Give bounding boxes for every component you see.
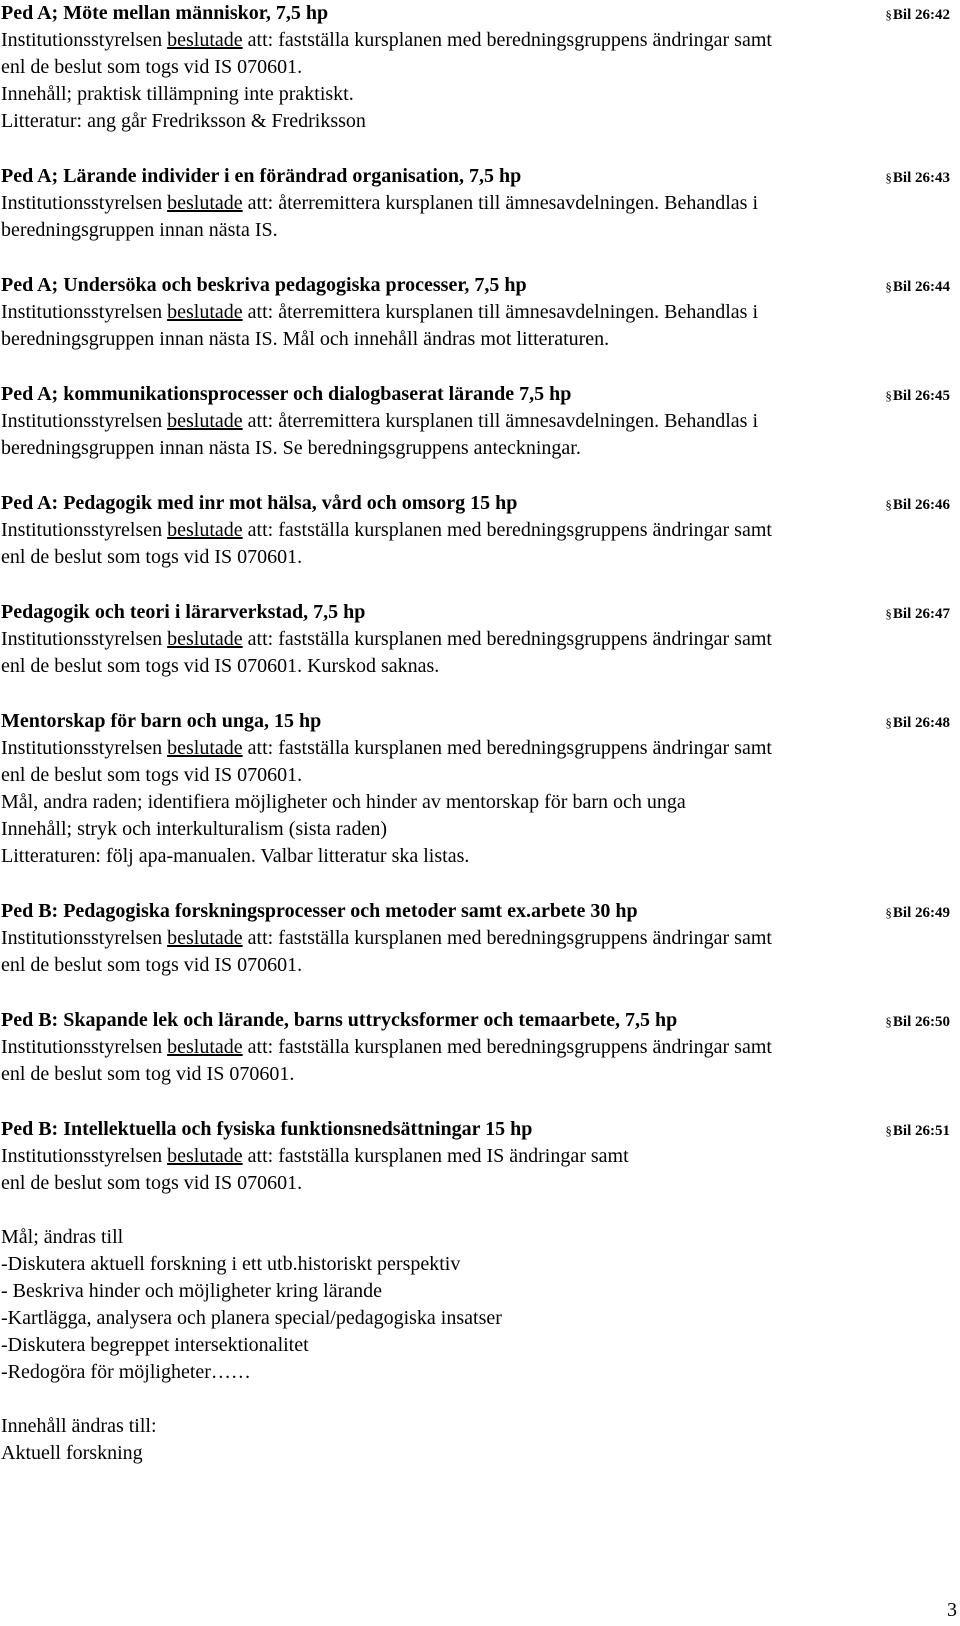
course-title: Ped B: Skapande lek och lärande, barns uttrycksformer och temaarbete, 7,5 hp	[1, 1009, 678, 1031]
entry-spacer	[1, 680, 951, 708]
text-segment: Innehåll; stryk och interkulturalism (sista raden)	[1, 818, 388, 840]
text-line	[1, 108, 951, 135]
text-segment: att: fastställa kursplanen med beredningsgruppens ändringar samt	[242, 927, 772, 949]
text-segment: enl de beslut som togs vid IS 070601.	[1, 546, 303, 568]
text-segment: Institutionsstyrelsen	[1, 192, 168, 214]
course-heading	[1, 0, 951, 27]
course-heading	[1, 1007, 951, 1034]
course-title: Ped A: Pedagogik med inr mot hälsa, vård och omsorg 15 hp	[1, 492, 518, 514]
appendix-reference	[885, 899, 951, 927]
underlined-word: beslutade	[167, 628, 243, 650]
text-line	[1, 517, 951, 544]
text-segment: enl de beslut som togs vid IS 070601.	[1, 56, 303, 78]
course-heading	[1, 490, 951, 517]
text-segment: Mål, andra raden; identifiera möjligheter och hinder av mentorskap för barn och unga	[1, 791, 686, 813]
course-entry	[1, 898, 951, 979]
text-segment: att: fastställa kursplanen med IS ändringar samt	[242, 1145, 629, 1167]
appendix-label: Bil 26:51	[892, 1123, 950, 1139]
appendix-reference	[885, 709, 951, 737]
appendix-reference	[885, 273, 951, 301]
appendix-label: Bil 26:43	[892, 170, 950, 186]
underlined-word: beslutade	[167, 1036, 243, 1058]
course-entry	[1, 1007, 951, 1088]
entry-spacer	[1, 244, 951, 272]
course-title: Ped A; Möte mellan människor, 7,5 hp	[1, 2, 329, 24]
entry-spacer	[1, 462, 951, 490]
text-line	[1, 735, 951, 762]
course-entry	[1, 381, 951, 462]
course-entry	[1, 1116, 951, 1467]
underlined-word: beslutade	[167, 927, 243, 949]
text-line	[1, 626, 951, 653]
text-line	[1, 1170, 951, 1197]
course-title: Ped A; Undersöka och beskriva pedagogiska processer, 7,5 hp	[1, 274, 527, 296]
text-line	[1, 789, 951, 816]
text-line	[1, 299, 951, 326]
text-segment: -Kartlägga, analysera och planera special/pedagogiska insatser	[1, 1307, 502, 1329]
text-line	[1, 326, 951, 353]
document-body	[1, 0, 951, 1467]
text-segment: enl de beslut som tog vid IS 070601.	[1, 1063, 295, 1085]
document-reference-icon: §	[885, 606, 892, 621]
text-line	[1, 1413, 951, 1440]
text-segment: Institutionsstyrelsen	[1, 1145, 168, 1167]
text-segment: Institutionsstyrelsen	[1, 628, 168, 650]
underlined-word: beslutade	[167, 519, 243, 541]
entry-spacer	[1, 1088, 951, 1116]
text-line	[1, 1061, 951, 1088]
text-line	[1, 1332, 951, 1359]
document-reference-icon: §	[885, 905, 892, 920]
text-line	[1, 1224, 951, 1251]
text-segment: att: återremittera kursplanen till ämnesavdelningen. Behandlas i	[242, 410, 759, 432]
document-reference-icon: §	[885, 279, 892, 294]
text-segment: enl de beslut som togs vid IS 070601. Kurskod saknas.	[1, 655, 440, 677]
course-title: Ped B: Pedagogiska forskningsprocesser och metoder samt ex.arbete 30 hp	[1, 900, 638, 922]
text-line	[1, 190, 951, 217]
text-line	[1, 1305, 951, 1332]
appendix-reference	[885, 1008, 951, 1036]
text-segment: Institutionsstyrelsen	[1, 410, 168, 432]
page-number: 3	[947, 1599, 957, 1621]
appendix-label: Bil 26:50	[892, 1014, 950, 1030]
text-segment: Litteratur: ang går Fredriksson & Fredriksson	[1, 110, 366, 132]
entry-spacer	[1, 135, 951, 163]
text-segment: Institutionsstyrelsen	[1, 301, 168, 323]
text-line	[1, 408, 951, 435]
document-reference-icon: §	[885, 1014, 892, 1029]
appendix-reference	[885, 382, 951, 410]
text-segment: - Beskriva hinder och möjligheter kring lärande	[1, 1280, 382, 1302]
entry-spacer	[1, 571, 951, 599]
course-heading	[1, 163, 951, 190]
text-line	[1, 544, 951, 571]
course-title: Ped A; Lärande individer i en förändrad organisation, 7,5 hp	[1, 165, 522, 187]
text-line	[1, 1440, 951, 1467]
course-heading	[1, 1116, 951, 1143]
text-line	[1, 435, 951, 462]
underlined-word: beslutade	[167, 29, 243, 51]
appendix-reference	[885, 491, 951, 519]
appendix-label: Bil 26:44	[892, 279, 950, 295]
text-segment: beredningsgruppen innan nästa IS.	[1, 219, 278, 241]
text-segment: Mål; ändras till	[1, 1226, 124, 1248]
text-segment: Institutionsstyrelsen	[1, 519, 168, 541]
course-title: Ped B: Intellektuella och fysiska funktionsnedsättningar 15 hp	[1, 1118, 533, 1140]
text-line	[1, 217, 951, 244]
course-heading	[1, 381, 951, 408]
text-line	[1, 1251, 951, 1278]
text-segment: enl de beslut som togs vid IS 070601.	[1, 954, 303, 976]
text-line	[1, 762, 951, 789]
text-segment: Aktuell forskning	[1, 1442, 143, 1464]
text-line	[1, 1359, 951, 1386]
text-line	[1, 54, 951, 81]
appendix-label: Bil 26:48	[892, 715, 950, 731]
entry-spacer	[1, 353, 951, 381]
text-line	[1, 653, 951, 680]
text-segment: att: fastställa kursplanen med beredningsgruppens ändringar samt	[242, 737, 772, 759]
appendix-reference	[885, 600, 951, 628]
appendix-label: Bil 26:42	[892, 7, 950, 23]
text-segment: Institutionsstyrelsen	[1, 29, 168, 51]
course-entry	[1, 708, 951, 870]
appendix-label: Bil 26:46	[892, 497, 950, 513]
text-line	[1, 1278, 951, 1305]
text-segment: beredningsgruppen innan nästa IS. Se beredningsgruppens anteckningar.	[1, 437, 581, 459]
course-heading	[1, 708, 951, 735]
course-entry	[1, 599, 951, 680]
text-line	[1, 925, 951, 952]
text-line	[1, 1386, 951, 1413]
text-line	[1, 843, 951, 870]
underlined-word: beslutade	[167, 301, 243, 323]
underlined-word: beslutade	[167, 410, 243, 432]
appendix-label: Bil 26:47	[892, 606, 950, 622]
document-reference-icon: §	[885, 7, 892, 22]
course-heading	[1, 599, 951, 626]
course-title: Mentorskap för barn och unga, 15 hp	[1, 710, 322, 732]
text-segment: att: fastställa kursplanen med beredningsgruppens ändringar samt	[242, 29, 772, 51]
text-segment: enl de beslut som togs vid IS 070601.	[1, 764, 303, 786]
text-segment: att: fastställa kursplanen med beredningsgruppens ändringar samt	[242, 1036, 772, 1058]
appendix-reference	[885, 1, 951, 29]
course-heading	[1, 898, 951, 925]
text-line	[1, 816, 951, 843]
text-line	[1, 81, 951, 108]
course-title: Pedagogik och teori i lärarverkstad, 7,5 hp	[1, 601, 366, 623]
text-line	[1, 952, 951, 979]
course-entry	[1, 163, 951, 244]
text-segment: Innehåll ändras till:	[1, 1415, 157, 1437]
document-reference-icon: §	[885, 715, 892, 730]
underlined-word: beslutade	[167, 1145, 243, 1167]
text-segment: att: återremittera kursplanen till ämnesavdelningen. Behandlas i	[242, 192, 759, 214]
document-reference-icon: §	[885, 388, 892, 403]
text-segment: Litteraturen: följ apa-manualen. Valbar litteratur ska listas.	[1, 845, 470, 867]
text-segment: Institutionsstyrelsen	[1, 927, 168, 949]
text-line	[1, 1143, 951, 1170]
underlined-word: beslutade	[167, 192, 243, 214]
text-line	[1, 1034, 951, 1061]
appendix-reference	[885, 164, 951, 192]
underlined-word: beslutade	[167, 737, 243, 759]
text-segment: enl de beslut som togs vid IS 070601.	[1, 1172, 303, 1194]
text-segment: Institutionsstyrelsen	[1, 1036, 168, 1058]
text-segment: att: fastställa kursplanen med beredningsgruppens ändringar samt	[242, 628, 772, 650]
course-entry	[1, 0, 951, 135]
appendix-label: Bil 26:49	[892, 905, 950, 921]
course-heading	[1, 272, 951, 299]
text-segment: -Diskutera aktuell forskning i ett utb.historiskt perspektiv	[1, 1253, 461, 1275]
text-segment: beredningsgruppen innan nästa IS. Mål och innehåll ändras mot litteraturen.	[1, 328, 610, 350]
course-entry	[1, 272, 951, 353]
text-segment: -Redogöra för möjligheter……	[1, 1361, 251, 1383]
course-title: Ped A; kommunikationsprocesser och dialogbaserat lärande 7,5 hp	[1, 383, 572, 405]
document-reference-icon: §	[885, 170, 892, 185]
appendix-label: Bil 26:45	[892, 388, 950, 404]
text-segment: Institutionsstyrelsen	[1, 737, 168, 759]
document-reference-icon: §	[885, 497, 892, 512]
text-line	[1, 1197, 951, 1224]
text-segment: -Diskutera begreppet intersektionalitet	[1, 1334, 309, 1356]
text-line	[1, 27, 951, 54]
entry-spacer	[1, 979, 951, 1007]
text-segment: att: fastställa kursplanen med beredningsgruppens ändringar samt	[242, 519, 772, 541]
text-segment: Innehåll; praktisk tillämpning inte praktiskt.	[1, 83, 354, 105]
text-segment: att: återremittera kursplanen till ämnesavdelningen. Behandlas i	[242, 301, 759, 323]
entry-spacer	[1, 870, 951, 898]
appendix-reference	[885, 1117, 951, 1145]
document-reference-icon: §	[885, 1123, 892, 1138]
course-entry	[1, 490, 951, 571]
